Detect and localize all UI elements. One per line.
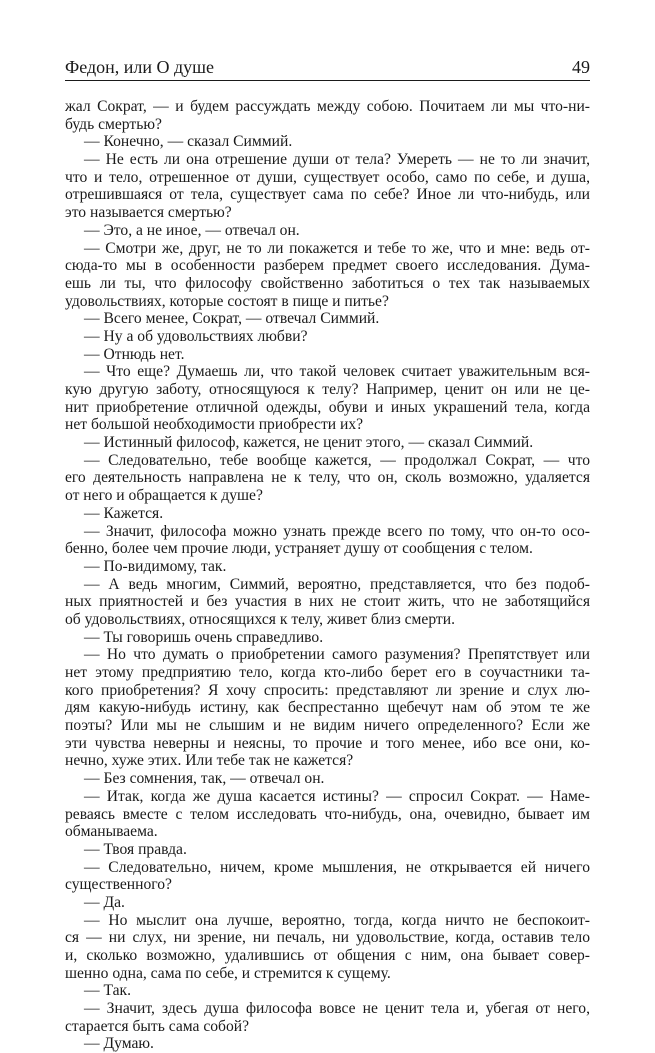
text-line: об удовольствиях, относящихся к телу, живет близ смерти. [65, 610, 455, 628]
text-line: ешь ли ты, что философу свойственно заботиться о тех так называемых [65, 274, 590, 292]
running-title: Федон, или О душе [65, 57, 215, 77]
text-line: поэты? Или мы не слышим и не видим ничего определенного? Если же [65, 717, 590, 735]
text-line: бенно, более чем прочие люди, устраняет душу от сообщения с телом. [65, 540, 533, 558]
text-line: шенно одна, сама по себе, и стремится к сущему. [65, 964, 391, 982]
text-line: — Ну а об удовольствиях любви? [84, 327, 308, 345]
text-line: кого приобретения? Я хочу спросить: представляют ли зрение и слух лю- [65, 681, 590, 699]
text-line: — Но мыслит она лучше, вероятно, тогда, когда ничто не беспокоит- [84, 911, 590, 929]
text-line: нечно, хуже этих. Или тебе так не кажется? [65, 752, 354, 770]
text-line: — Значит, философа можно узнать прежде всего по тому, что он-то осо- [84, 522, 590, 540]
text-line: — Итак, когда же душа касается истины? — спросил Сократ. — Наме- [84, 787, 590, 805]
text-line: — Без сомнения, так, — отвечал он. [84, 770, 325, 788]
text-line: — Смотри же, друг, не то ли покажется и тебе то же, что и мне: ведь от- [84, 239, 590, 257]
text-line: — Всего менее, Сократ, — отвечал Симмий. [84, 310, 380, 328]
text-line: эти чувства неверны и неясны, то прочие и того менее, ибо все они, ко- [65, 734, 590, 752]
text-line: это называется смертью? [65, 204, 232, 222]
page-number: 49 [572, 57, 590, 77]
text-line: — Не есть ли она отрешение души от тела? Умереть — не то ли значит, [84, 151, 590, 169]
text-line: старается быть сама собой? [65, 1017, 250, 1035]
text-line: — Кажется. [84, 504, 164, 522]
text-line: — Следовательно, тебе вообще кажется, — продолжал Сократ, — что [84, 451, 590, 469]
text-line: сюда-то мы в особенности разберем предмет своего исследования. Дума- [65, 257, 590, 275]
text-line: от него и обращается к душе? [65, 487, 263, 505]
text-line: что и тело, отрешенное от души, существует особо, само по себе, и душа, [65, 168, 590, 186]
text-line: — Твоя правда. [84, 840, 187, 858]
text-line: — Конечно, — сказал Симмий. [84, 133, 293, 151]
text-line: дям какую-нибудь истину, как беспрестанно щебечут нам об этом те же [65, 699, 590, 717]
text-line: — Да. [84, 893, 125, 911]
running-head [65, 56, 590, 81]
text-line: нет большой необходимости приобрести их? [65, 416, 364, 434]
text-line: — Истинный философ, кажется, не ценит этого, — сказал Симмий. [84, 434, 534, 452]
text-line: — Так. [84, 982, 132, 1000]
text-line: кую другую заботу, относящуюся к телу? Например, ценит он или не це- [65, 381, 590, 398]
text-line: его деятельность направлена не к телу, что он, сколь возможно, удаляется [65, 469, 590, 487]
text-line: удовольствиях, которые состоят в пище и питье? [65, 292, 389, 310]
text-line: — Отнюдь нет. [84, 345, 185, 363]
text-line: — Значит, здесь душа философа вовсе не ценит тела и, убегая от него, [84, 1000, 590, 1018]
body-text [65, 98, 590, 1053]
text-line: отрешившаяся от тела, существует сама по себе? Иное ли что-нибудь, или [65, 186, 590, 204]
text-line: и, сколько возможно, удалившись от общения с ним, она бывает совер- [65, 947, 590, 964]
text-line: — Думаю. [84, 1035, 154, 1053]
text-line: нит приобретение отличной одежды, обуви и иных украшений тела, когда [65, 398, 590, 416]
text-line: ных приятностей и без участия в них не стоит жить, что не заботящийся [65, 593, 590, 611]
text-line: обманываема. [65, 823, 158, 841]
text-line: ся — ни слух, ни зрение, ни печаль, ни удовольствие, когда, оставив тело [65, 929, 590, 947]
text-line: нет этому предприятию тело, когда кто-либо берет его в соучастники та- [65, 664, 590, 681]
text-line: — По-видимому, так. [84, 557, 227, 575]
text-line: существенного? [65, 876, 172, 894]
text-line: — Но что думать о приобретении самого разумения? Препятствует или [84, 646, 590, 664]
text-line: будь смертью? [65, 115, 162, 133]
text-line: — Что еще? Думаешь ли, что такой человек считает уважительным вся- [84, 363, 590, 381]
text-line: реваясь вместе с телом исследовать что-нибудь, она, очевидно, бывает им [65, 805, 590, 823]
text-line: — Ты говоришь очень справедливо. [84, 628, 324, 646]
text-line: — Это, а не иное, — отвечал он. [84, 221, 300, 239]
text-line: — Следовательно, ничем, кроме мышления, не открывается ей ничего [84, 858, 590, 876]
text-line: жал Сократ, — и будем рассуждать между собою. Почитаем ли мы что-ни- [65, 98, 590, 115]
text-line: — А ведь многим, Симмий, вероятно, представляется, что без подоб- [84, 575, 590, 593]
